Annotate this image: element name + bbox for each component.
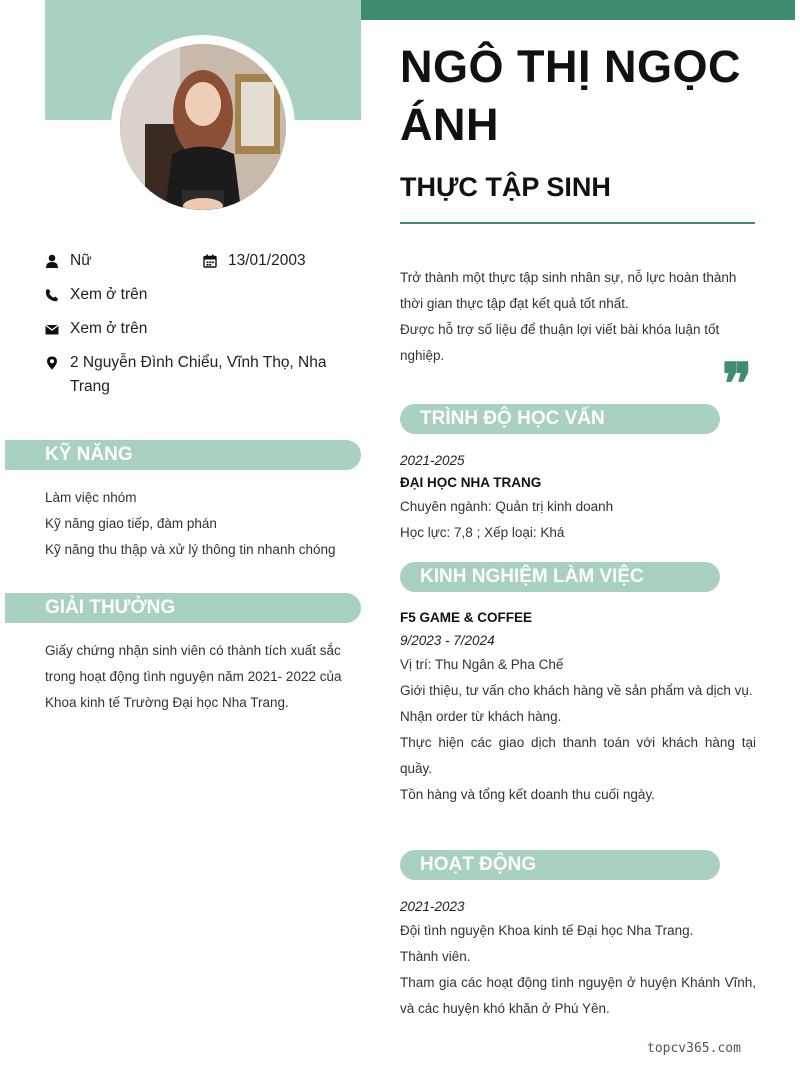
birthday-value: 13/01/2003 (228, 252, 306, 269)
birthday-row (203, 249, 306, 273)
activities-period: 2021-2023 (400, 899, 465, 914)
education-heading-bar (400, 404, 720, 434)
education-section (400, 449, 756, 546)
experience-section (400, 607, 756, 808)
experience-line: Nhận order từ khách hàng. (400, 709, 562, 724)
skill-item: Kỹ năng giao tiếp, đàm phán (45, 516, 217, 531)
calendar-icon (203, 249, 228, 273)
education-heading: TRÌNH ĐỘ HỌC VẤN (420, 408, 605, 429)
skills-list (45, 485, 361, 563)
user-icon (45, 249, 70, 273)
awards-text: Giấy chứng nhận sinh viên có thành tích xuất sắc trong hoạt động tình nguyện năm 2021- 2022 của Khoa kinh tế Trường Đại học Nha Trang. (45, 643, 342, 710)
activities-heading-bar (400, 850, 720, 880)
skills-heading: KỸ NĂNG (45, 444, 133, 465)
title-divider (400, 222, 755, 224)
education-period: 2021-2025 (400, 453, 465, 468)
avatar (120, 44, 286, 210)
experience-line: Thực hiện các giao dịch thanh toán với khách hàng tại quầy. (400, 735, 756, 776)
experience-heading: KINH NGHIỆM LÀM VIỆC (420, 566, 644, 587)
email-value: Xem ở trên (70, 320, 148, 337)
experience-line: Tồn hàng và tổng kết doanh thu cuối ngày. (400, 787, 655, 802)
awards-heading: GIẢI THƯỞNG (45, 597, 176, 618)
email-icon (45, 317, 70, 341)
skills-heading-bar (5, 440, 361, 470)
address-value: 2 Nguyễn Đình Chiểu, Vĩnh Thọ, Nha Trang (70, 354, 327, 395)
activity-line: Đội tình nguyện Khoa kinh tế Đại học Nha Trang. (400, 923, 694, 938)
location-pin-icon (45, 351, 70, 375)
avatar-photo (120, 44, 286, 210)
gender-value: Nữ (70, 252, 92, 269)
experience-line: Giới thiệu, tư vấn cho khách hàng về sản phẩm và dịch vụ. (400, 683, 753, 698)
phone-icon (45, 283, 70, 307)
skill-item: Làm việc nhóm (45, 490, 137, 505)
quote-icon: ❞ (722, 351, 753, 417)
school-name: ĐẠI HỌC NHA TRANG (400, 475, 542, 490)
experience-heading-bar (400, 562, 720, 592)
experience-period: 9/2023 - 7/2024 (400, 633, 495, 648)
job-title: THỰC TẬP SINH (400, 172, 611, 202)
address-row (45, 351, 345, 399)
education-grade: Học lực: 7,8 ; Xếp loại: Khá (400, 525, 565, 540)
objective-line: Được hỗ trợ số liệu để thuận lợi viết bài khóa luận tốt nghiệp. (400, 322, 720, 363)
experience-line: Vị trí: Thu Ngân & Pha Chế (400, 657, 564, 672)
activities-heading: HOẠT ĐỘNG (420, 854, 537, 875)
activities-section (400, 895, 756, 1022)
career-objective (400, 265, 756, 369)
activity-line: Tham gia các hoạt động tình nguyện ở huyện Khánh Vĩnh, và các huyện khó khăn ở Phú Yên. (400, 975, 756, 1016)
candidate-name: NGÔ THỊ NGỌC ÁNH (400, 41, 741, 150)
objective-line: Trở thành một thực tập sinh nhân sự, nỗ lực hoàn thành thời gian thực tập đạt kết quả tốt nhất. (400, 270, 737, 311)
phone-row (45, 283, 147, 307)
watermark-text: topcv365.com (647, 1041, 741, 1056)
activity-line: Thành viên. (400, 949, 471, 964)
phone-value: Xem ở trên (70, 286, 148, 303)
education-major: Chuyên ngành: Quản trị kinh doanh (400, 499, 614, 514)
email-row (45, 317, 147, 341)
skill-item: Kỹ năng thu thập và xử lý thông tin nhanh chóng (45, 542, 336, 557)
company-name: F5 GAME & COFFEE (400, 610, 533, 625)
awards-heading-bar (5, 593, 361, 623)
top-accent-bar (360, 0, 795, 20)
gender-row (45, 249, 92, 273)
